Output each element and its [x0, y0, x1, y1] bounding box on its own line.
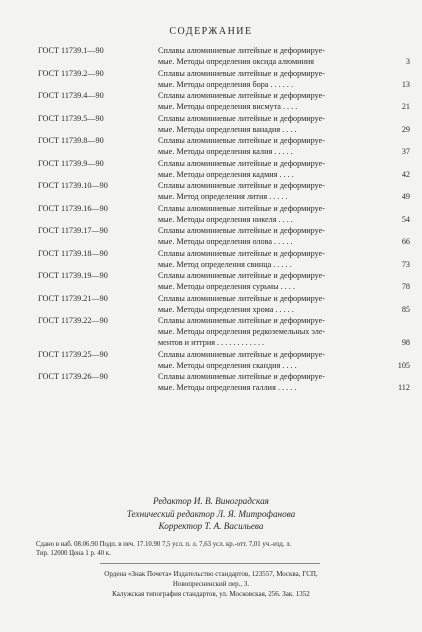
- toc-entry[interactable]: [38, 349, 410, 372]
- publisher-info: [0, 569, 422, 599]
- standard-code: ГОСТ 11739.16—90: [38, 203, 108, 213]
- standard-code: ГОСТ 11739.4—90: [38, 91, 104, 100]
- publisher-line: Новопресненский пер., 3.: [172, 580, 250, 588]
- description-line: мые. Методы определения никеля . . . .: [158, 214, 293, 224]
- divider: [100, 563, 320, 564]
- description-line: мые. Методы определения калия . . . . .: [158, 147, 293, 156]
- page-number: 54: [401, 214, 410, 224]
- page-number: 42: [401, 169, 410, 179]
- description-line: ментов и иттрия . . . . . . . . . . . .: [158, 338, 265, 347]
- toc-entry[interactable]: [38, 135, 410, 158]
- page-number: 29: [401, 124, 410, 134]
- toc-entry[interactable]: [38, 225, 410, 248]
- description-line: Сплавы алюминиевые литейные и деформируе-: [158, 113, 325, 123]
- toc-entry[interactable]: [38, 315, 410, 349]
- toc-entry[interactable]: [38, 371, 410, 394]
- imprint-line: Тир. 12000 Цена 1 р. 40 к.: [36, 550, 111, 557]
- standard-code: ГОСТ 11739.26—90: [38, 372, 108, 381]
- entry-description: [158, 113, 380, 135]
- page-number: 13: [401, 79, 410, 89]
- entry-description: [158, 315, 380, 348]
- toc-entry[interactable]: [38, 158, 410, 181]
- entry-description: [158, 270, 380, 292]
- page-number: 112: [398, 383, 410, 392]
- standard-code: ГОСТ 11739.10—90: [38, 181, 108, 190]
- description-line: мые. Методы определения хрома . . . . .: [158, 304, 294, 314]
- table-of-contents: [38, 45, 410, 394]
- toc-entry[interactable]: [38, 248, 410, 271]
- page-number: 105: [397, 360, 410, 370]
- entry-description: [158, 45, 380, 67]
- standard-code: ГОСТ 11739.5—90: [38, 113, 104, 123]
- description-line: Сплавы алюминиевые литейные и деформируе-: [158, 91, 325, 100]
- description-line: мые. Методы определения олова . . . . .: [158, 237, 293, 246]
- page-number: 21: [401, 102, 410, 111]
- tech-editor-credit: Технический редактор Л. Я. Митрофанова: [126, 508, 296, 519]
- toc-entry[interactable]: [38, 293, 410, 316]
- page-number: 49: [401, 192, 410, 201]
- page-number: 3: [405, 57, 410, 66]
- description-line: мые. Методы определения бора . . . . . .: [158, 79, 293, 89]
- description-line: мые. Методы определения ванадия . . . .: [158, 124, 297, 134]
- entry-description: [158, 349, 380, 371]
- standard-code: ГОСТ 11739.17—90: [38, 226, 108, 235]
- toc-entry[interactable]: [38, 68, 410, 91]
- description-line: Сплавы алюминиевые литейные и деформируе-: [158, 68, 325, 78]
- entry-description: [158, 135, 380, 157]
- description-line: Сплавы алюминиевые литейные и деформируе-: [158, 226, 325, 235]
- page-number: 78: [401, 282, 410, 291]
- proofreader-credit: Корректор Т. А. Васильева: [158, 521, 264, 531]
- description-line: Сплавы алюминиевые литейные и деформируе-: [158, 181, 325, 190]
- page-title: СОДЕРЖАНИЕ: [169, 26, 253, 37]
- description-line: мые. Методы определения оксида алюминия: [158, 57, 315, 66]
- description-line: мые. Методы определения галлия . . . . .: [158, 383, 297, 392]
- entry-description: [158, 293, 380, 315]
- description-line: Сплавы алюминиевые литейные и деформируе-: [158, 203, 325, 213]
- toc-entry[interactable]: [38, 180, 410, 203]
- description-line: Сплавы алюминиевые литейные и деформируе-: [158, 248, 325, 258]
- page-number: 85: [401, 304, 410, 314]
- description-line: Сплавы алюминиевые литейные и деформируе-: [158, 158, 325, 168]
- entry-description: [158, 248, 380, 270]
- toc-entry[interactable]: [38, 45, 410, 68]
- entry-description: [158, 68, 380, 90]
- description-line: Сплавы алюминиевые литейные и деформируе-: [158, 293, 325, 303]
- toc-entry[interactable]: [38, 113, 410, 136]
- description-line: Сплавы алюминиевые литейные и деформируе-: [158, 271, 325, 280]
- entry-description: [158, 90, 380, 112]
- description-line: мые. Методы определения кадмия . . . .: [158, 169, 294, 179]
- standard-code: ГОСТ 11739.25—90: [38, 349, 108, 359]
- description-line: Сплавы алюминиевые литейные и деформируе-: [158, 372, 325, 381]
- toc-entry[interactable]: [38, 90, 410, 113]
- description-line: мые. Методы определения скандия . . . .: [158, 360, 297, 370]
- description-line: Сплавы алюминиевые литейные и деформируе-: [158, 136, 325, 145]
- description-line: Сплавы алюминиевые литейные и деформируе-: [158, 316, 325, 325]
- publisher-line: Калужская типография стандартов, ул. Московская, 256. Зак. 1352: [112, 590, 310, 598]
- description-line: мые. Метод определения лития . . . . .: [158, 192, 288, 201]
- page-number: 98: [401, 338, 410, 347]
- standard-code: ГОСТ 11739.2—90: [38, 68, 104, 78]
- description-line: Сплавы алюминиевые литейные и деформируе-: [158, 349, 325, 359]
- description-line: мые. Методы определения сурьмы . . . .: [158, 282, 295, 291]
- entry-description: [158, 371, 380, 393]
- description-line: мые. Методы определения редкоземельных эле-: [158, 327, 326, 336]
- description-line: Сплавы алюминиевые литейные и деформируе-: [158, 46, 325, 55]
- entry-description: [158, 203, 380, 225]
- print-imprint: [36, 540, 416, 558]
- page-number: 66: [401, 237, 410, 246]
- standard-code: ГОСТ 11739.1—90: [38, 46, 104, 55]
- editorial-credits: [0, 495, 422, 533]
- standard-code: ГОСТ 11739.22—90: [38, 316, 108, 325]
- standard-code: ГОСТ 11739.9—90: [38, 158, 104, 168]
- standard-code: ГОСТ 11739.19—90: [38, 271, 108, 280]
- standard-code: ГОСТ 11739.8—90: [38, 136, 104, 145]
- toc-entry[interactable]: [38, 270, 410, 293]
- standard-code: ГОСТ 11739.18—90: [38, 248, 108, 258]
- description-line: мые. Метод определения свинца . . . . .: [158, 259, 292, 269]
- page-number: 73: [401, 259, 410, 269]
- entry-description: [158, 158, 380, 180]
- standard-code: ГОСТ 11739.21—90: [38, 293, 108, 303]
- imprint-line: Сдано в наб. 08.06.90 Подп. в печ. 17.10.90 7,5 усл. п. л. 7,63 усл. кр.-отт. 7,01 уч.-изд. л.: [36, 541, 292, 548]
- publisher-line: Ордена «Знак Почета» Издательство стандартов, 123557, Москва, ГСП,: [104, 570, 318, 578]
- entry-description: [158, 225, 380, 247]
- toc-entry[interactable]: [38, 203, 410, 226]
- description-line: мые. Методы определения висмута . . . .: [158, 102, 298, 111]
- editor-credit: Редактор И. В. Виноградская: [153, 496, 269, 506]
- entry-description: [158, 180, 380, 202]
- page-number: 37: [401, 147, 410, 156]
